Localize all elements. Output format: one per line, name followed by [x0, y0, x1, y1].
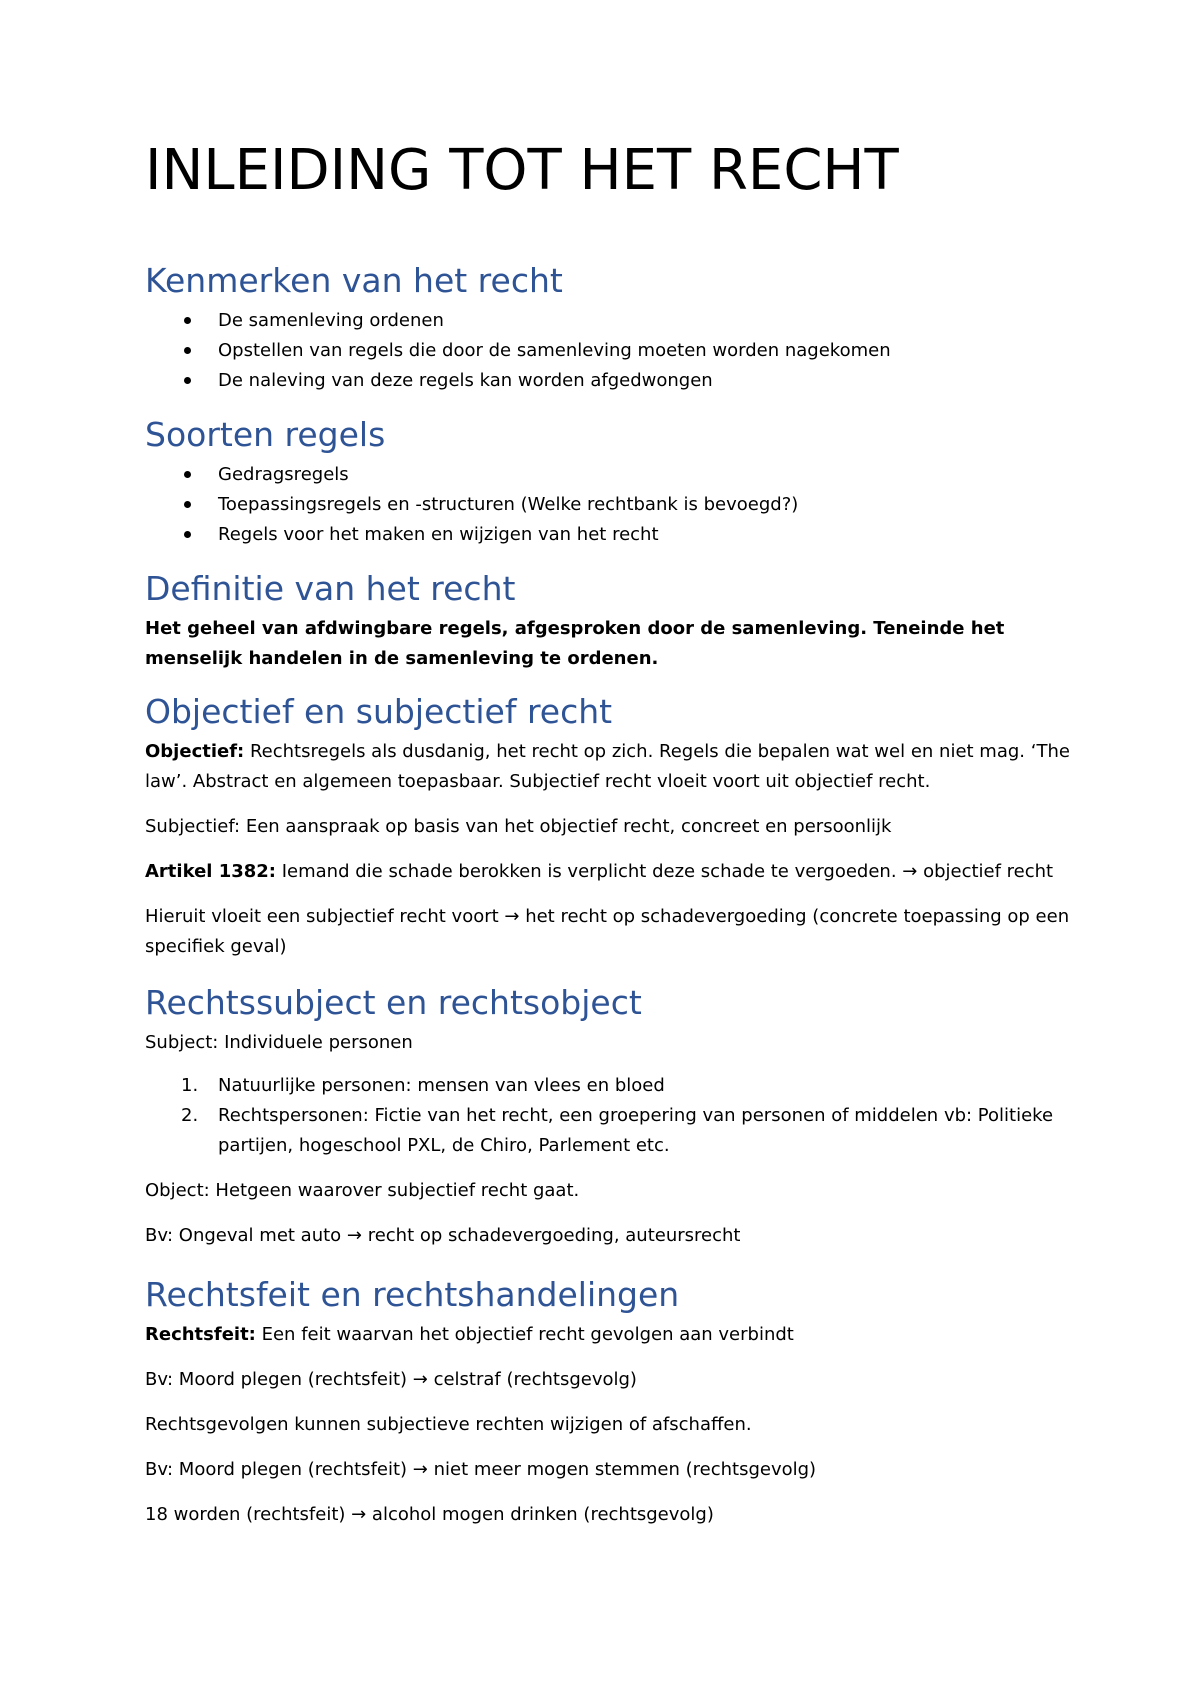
- list-number: 2.: [181, 1105, 199, 1126]
- heading-kenmerken: Kenmerken van het recht: [145, 261, 563, 300]
- bullet-icon: [184, 377, 191, 384]
- section-objectief: [145, 689, 1080, 977]
- numbered-list-personen: [145, 1071, 1080, 1161]
- bullet-list-kenmerken: [145, 306, 1080, 396]
- paragraph-bv-ongeval: Bv: Ongeval met auto → recht op schadevergoeding, auteursrecht: [145, 1225, 741, 1246]
- list-item: De samenleving ordenen: [145, 306, 1080, 336]
- document-title: INLEIDING TOT HET RECHT: [145, 138, 899, 203]
- paragraph-objectief: Objectief: Rechtsregels als dusdanig, het recht op zich. Regels die bepalen wat wel en niet mag. ‘The law’. Abstract en algemeen toepasbaar. Subjectief recht vloeit voort uit objectief recht.: [145, 741, 1070, 792]
- section-soorten: [145, 412, 1080, 550]
- bullet-list-soorten: [145, 460, 1080, 550]
- heading-definitie: Definitie van het recht: [145, 569, 516, 608]
- section-kenmerken: [145, 258, 1080, 396]
- bullet-icon: [184, 317, 191, 324]
- section-rechtsfeit: [145, 1272, 1080, 1545]
- list-item: Toepassingsregels en -structuren (Welke rechtbank is bevoegd?): [145, 490, 1080, 520]
- bullet-icon: [184, 347, 191, 354]
- paragraph-object: Object: Hetgeen waarover subjectief recht gaat.: [145, 1180, 580, 1201]
- section-rechtssubject: [145, 980, 1080, 1266]
- list-item: Opstellen van regels die door de samenleving moeten worden nagekomen: [145, 336, 1080, 366]
- list-item: 1. Natuurlijke personen: mensen van vlees en bloed: [145, 1071, 1080, 1101]
- list-item: De naleving van deze regels kan worden afgedwongen: [145, 366, 1080, 396]
- list-number: 1.: [181, 1075, 199, 1096]
- heading-rechtssubject: Rechtssubject en rechtsobject: [145, 983, 642, 1022]
- paragraph-rechtsfeit: Rechtsfeit: Een feit waarvan het objectief recht gevolgen aan verbindt: [145, 1324, 794, 1345]
- heading-objectief: Objectief en subjectief recht: [145, 692, 613, 731]
- bullet-icon: [184, 531, 191, 538]
- list-item: Regels voor het maken en wijzigen van het recht: [145, 520, 1080, 550]
- paragraph-artikel: Artikel 1382: Iemand die schade berokken is verplicht deze schade te vergoeden. → objectief recht: [145, 861, 1054, 882]
- paragraph-18-worden: 18 worden (rechtsfeit) → alcohol mogen drinken (rechtsgevolg): [145, 1504, 714, 1525]
- bullet-icon: [184, 501, 191, 508]
- paragraph-rechtsgevolgen: Rechtsgevolgen kunnen subjectieve rechten wijzigen of afschaffen.: [145, 1414, 752, 1435]
- heading-soorten: Soorten regels: [145, 415, 386, 454]
- paragraph-bv-celstraf: Bv: Moord plegen (rechtsfeit) → celstraf (rechtsgevolg): [145, 1369, 637, 1390]
- paragraph-bv-stemmen: Bv: Moord plegen (rechtsfeit) → niet meer mogen stemmen (rechtsgevolg): [145, 1459, 817, 1480]
- definition-text: Het geheel van afdwingbare regels, afgesproken door de samenleving. Teneinde het menselijk handelen in de samenleving te ordenen.: [145, 618, 1005, 669]
- list-item: Gedragsregels: [145, 460, 1080, 490]
- list-item: 2. Rechtspersonen: Fictie van het recht, een groepering van personen of middelen vb: Politieke partijen, hogeschool PXL, de Chiro, Parlement etc.: [145, 1101, 1080, 1161]
- paragraph-hieruit: Hieruit vloeit een subjectief recht voort → het recht op schadevergoeding (concrete toepassing op een specifiek geval): [145, 906, 1070, 957]
- paragraph-subject: Subject: Individuele personen: [145, 1032, 413, 1053]
- heading-rechtsfeit: Rechtsfeit en rechtshandelingen: [145, 1275, 680, 1314]
- bullet-icon: [184, 471, 191, 478]
- section-definitie: [145, 566, 1080, 689]
- paragraph-subjectief: Subjectief: Een aanspraak op basis van het objectief recht, concreet en persoonlijk: [145, 816, 892, 837]
